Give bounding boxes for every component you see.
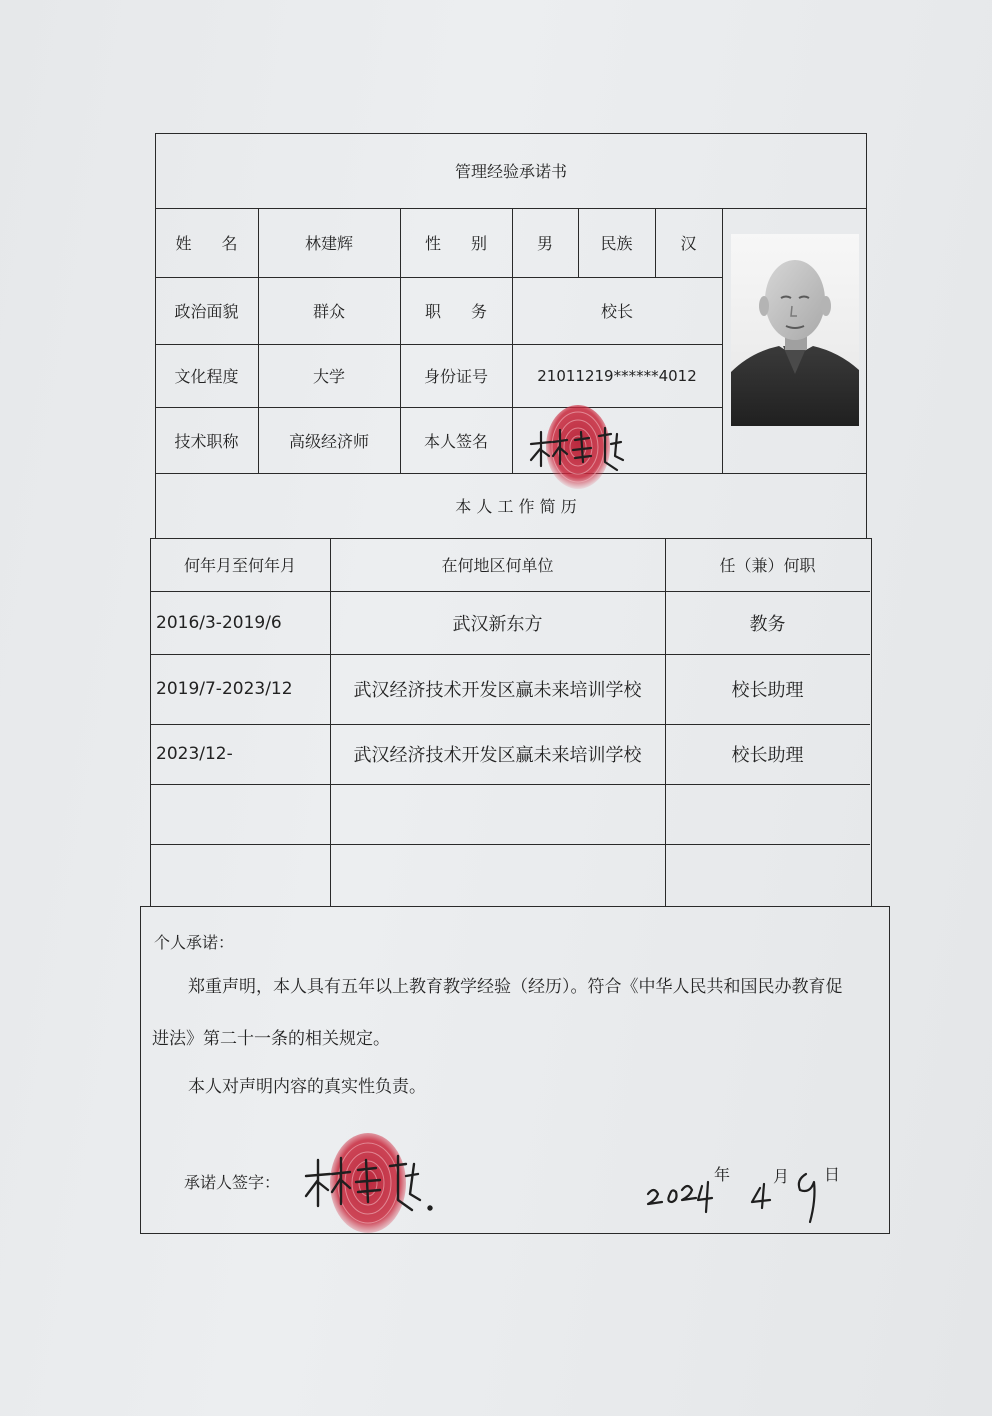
work-col-period: 何年月至何年月 xyxy=(183,556,296,575)
work-row-3-period: 2023/12- xyxy=(156,744,233,764)
work-row-5-period xyxy=(150,844,330,906)
work-row-1-role: 教务 xyxy=(749,613,786,635)
value-title: 高级经济师 xyxy=(288,431,369,451)
work-row-3-role: 校长助理 xyxy=(731,745,804,766)
label-id-number: 身份证号 xyxy=(423,367,488,386)
work-row-4-organization xyxy=(330,784,665,844)
work-row-3-organization: 武汉经济技术开发区赢未来培训学校 xyxy=(353,745,642,766)
value-id-number: 21011219******4012 xyxy=(537,366,697,385)
work-col-organization: 在何地区何单位 xyxy=(441,556,554,575)
date-year-suffix: 年 xyxy=(714,1165,731,1184)
work-row-2-role: 校长助理 xyxy=(731,680,804,701)
value-education: 大学 xyxy=(312,367,345,386)
work-history-heading: 本 人 工 作 简 历 xyxy=(455,497,577,516)
pledge-text-line-3: 本人对声明内容的真实性负责。 xyxy=(188,1077,426,1097)
value-name: 林建辉 xyxy=(304,234,353,253)
work-row-4-role xyxy=(665,784,870,844)
commitment-form xyxy=(140,130,890,1236)
work-row-1-organization: 武汉新东方 xyxy=(452,613,543,635)
label-title: 技术职称 xyxy=(174,431,239,451)
portrait-photo xyxy=(731,234,859,426)
work-row-2-period: 2019/7-2023/12 xyxy=(156,679,293,699)
work-col-role: 任（兼）何职 xyxy=(719,556,816,575)
pledge-text-line-1: 郑重声明，本人具有五年以上教育教学经验（经历）。符合《中华人民共和国民办教育促 xyxy=(188,977,843,997)
value-position: 校长 xyxy=(600,302,633,321)
date-day-suffix: 日 xyxy=(824,1165,841,1184)
value-ethnicity: 汉 xyxy=(680,234,697,253)
label-signature: 本人签名 xyxy=(423,431,488,451)
pledge-signature-handwriting xyxy=(300,1148,440,1228)
value-political-status: 群众 xyxy=(312,302,345,321)
work-row-5-organization xyxy=(330,844,665,906)
work-row-5-role xyxy=(665,844,870,906)
pledge-text-line-2: 进法》第二十一条的相关规定。 xyxy=(152,1029,390,1049)
value-gender: 男 xyxy=(536,234,553,253)
pledge-heading: 个人承诺： xyxy=(154,933,235,952)
signer-label: 承诺人签字： xyxy=(184,1173,281,1192)
label-political-status: 政治面貌 xyxy=(174,302,239,321)
label-ethnicity: 民族 xyxy=(600,234,633,253)
label-gender: 性别 xyxy=(424,234,517,253)
label-education: 文化程度 xyxy=(174,367,239,386)
work-row-1-period: 2016/3-2019/6 xyxy=(156,612,282,633)
label-position: 职务 xyxy=(424,302,517,321)
label-name: 姓名 xyxy=(175,234,268,253)
work-row-2-organization: 武汉经济技术开发区赢未来培训学校 xyxy=(353,680,642,701)
date-month-suffix: 月 xyxy=(773,1167,790,1186)
form-title: 管理经验承诺书 xyxy=(454,162,567,181)
work-row-4-period xyxy=(150,784,330,844)
